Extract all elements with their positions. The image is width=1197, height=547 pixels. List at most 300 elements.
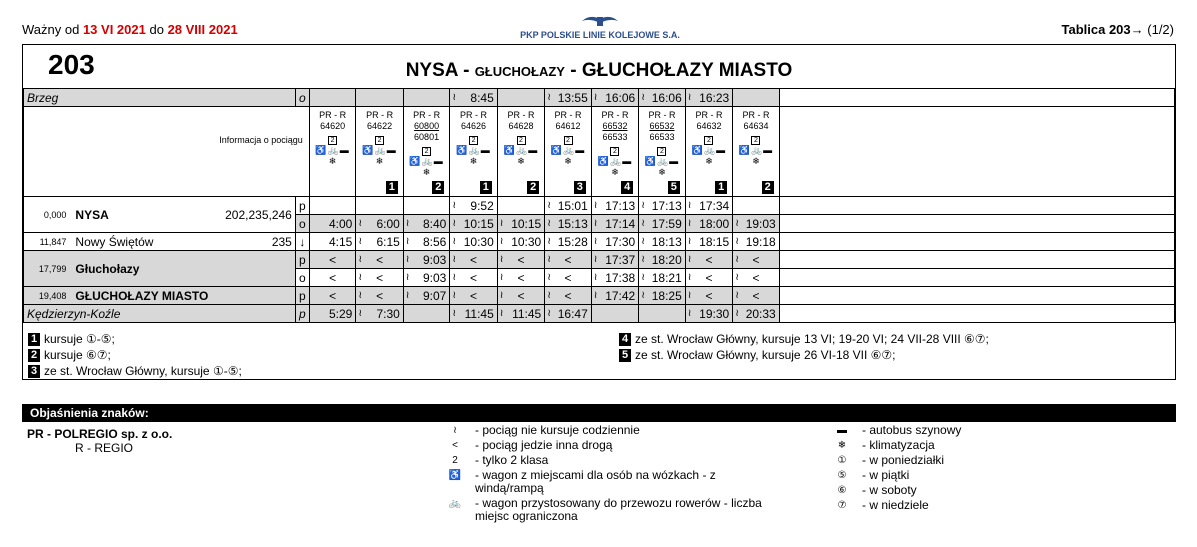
not-daily-icon: ≀: [547, 290, 551, 301]
time-value: 17:37: [605, 252, 636, 267]
station-time: [545, 233, 592, 251]
operator-info: [27, 427, 172, 455]
brzeg-time: [685, 89, 732, 107]
time-value: <: [752, 252, 760, 267]
not-daily-icon: ≀: [405, 218, 410, 229]
brand-logo: [520, 14, 680, 40]
station-time: [497, 215, 544, 233]
train-number: 60800: [414, 121, 440, 131]
timetable: [23, 88, 1175, 323]
facility-icons: ♿🚲▬: [362, 145, 397, 155]
train-category: PR - R: [601, 110, 629, 120]
footnotes-right: [619, 331, 989, 363]
not-daily-icon: ≀: [405, 236, 410, 247]
brzeg-time: [356, 89, 403, 107]
not-daily-icon: ≀: [405, 272, 410, 283]
train-category: PR - R: [648, 110, 676, 120]
station-time: [309, 233, 356, 251]
time-value: <: [517, 252, 525, 267]
filler-cell: [779, 305, 1174, 323]
arr-dep-marker: o: [295, 269, 309, 287]
footnote: [619, 347, 989, 363]
brzeg-time: [309, 89, 356, 107]
time-value: 17:13: [651, 198, 682, 213]
time-value: 6:15: [376, 234, 400, 249]
time-value: 10:30: [511, 234, 542, 249]
arr-dep-marker: p: [295, 197, 309, 215]
time-value: 19:03: [745, 216, 776, 231]
legend-item: [822, 484, 1062, 497]
legend-symbol-icon: <: [452, 440, 458, 451]
not-daily-icon: ≀: [735, 290, 739, 301]
brzeg-time: [403, 89, 450, 107]
not-daily-icon: ≀: [547, 218, 551, 229]
station-time: [497, 233, 544, 251]
time-value: <: [705, 252, 713, 267]
train-info: [359, 107, 399, 195]
footnote-text: ze st. Wrocław Główny, kursuje 13 VI; 19-20 VI; 24 VII-28 VIII ⑥⑦;: [635, 332, 989, 346]
legend-item: [822, 499, 1062, 512]
time-value: 16:23: [699, 90, 730, 105]
station-name: NYSA: [72, 197, 211, 233]
station-time: [733, 287, 780, 305]
station-time: [450, 287, 497, 305]
time-value: <: [376, 270, 384, 285]
time-value: 17:59: [651, 216, 682, 231]
station-time: [545, 269, 592, 287]
time-value: 17:14: [605, 216, 636, 231]
timetable-frame: [22, 44, 1176, 380]
not-daily-icon: ≀: [547, 272, 551, 283]
arr-dep-marker: p: [295, 251, 309, 269]
station-time: [450, 233, 497, 251]
time-value: <: [752, 270, 760, 285]
station-time: [685, 215, 732, 233]
legend-symbol-icon: ⑤: [837, 470, 847, 481]
not-daily-icon: ≀: [547, 254, 551, 265]
station-time: [356, 287, 403, 305]
time-value: <: [705, 270, 713, 285]
time-value: 4:00: [328, 216, 353, 231]
time-value: 15:13: [557, 216, 588, 231]
filler-cell: [779, 197, 1174, 215]
train-info: [501, 107, 541, 195]
time-value: <: [517, 288, 525, 303]
air-conditioning-icon: ❄: [469, 156, 478, 166]
train-category: PR - R: [507, 110, 535, 120]
legend-text: - tylko 2 klasa: [475, 453, 549, 467]
time-value: 19:30: [699, 306, 730, 321]
train-info: [642, 107, 682, 195]
second-class-icon: 2: [375, 136, 384, 145]
legend-text: - w poniedziałki: [862, 453, 945, 467]
legend-item: [435, 497, 775, 523]
kedzierzyn-time: [309, 305, 356, 323]
filler-cell: [779, 251, 1174, 269]
footnote-marker: 2: [527, 181, 539, 194]
station-time: [450, 215, 497, 233]
train-info-cell: [309, 107, 356, 197]
not-daily-icon: ≀: [358, 236, 363, 247]
table-row: [24, 233, 1175, 251]
legend-symbol-icon: ▬: [837, 425, 847, 436]
station-km: 0,000: [24, 197, 73, 233]
station-time: [685, 269, 732, 287]
station-time: [591, 251, 638, 269]
legend-symbol-icon: ⑥: [837, 485, 847, 496]
train-category: PR - R: [695, 110, 723, 120]
train-info-label: Informacja o pociągu: [24, 107, 310, 197]
not-daily-icon: ≀: [593, 236, 598, 247]
legend-text: - pociąg nie kursuje codziennie: [475, 423, 640, 437]
second-class-icon: 2: [704, 136, 713, 145]
time-value: 18:25: [651, 288, 682, 303]
footnote-marker: 2: [762, 181, 774, 194]
not-daily-icon: ≀: [499, 254, 504, 265]
brzeg-time: [450, 89, 497, 107]
legend-item: [435, 454, 775, 467]
air-conditioning-icon: ❄: [611, 167, 619, 177]
time-value: 9:03: [422, 252, 447, 267]
time-value: 18:15: [699, 234, 730, 249]
legend-item: [822, 469, 1062, 482]
train-number: 64612: [555, 121, 581, 131]
station-time: [639, 215, 686, 233]
route-separator: -: [463, 60, 470, 81]
station-lines: [211, 251, 295, 287]
facility-icons: ♿🚲▬: [456, 145, 491, 155]
air-conditioning-icon: ❄: [375, 156, 384, 166]
not-daily-icon: ≀: [452, 236, 457, 247]
not-daily-icon: ≀: [687, 92, 692, 103]
not-daily-icon: ≀: [641, 236, 645, 247]
station-time: [685, 233, 732, 251]
not-daily-icon: ≀: [499, 308, 504, 319]
validity-mid: do: [149, 22, 164, 37]
facility-icons: ♿🚲▬: [691, 145, 727, 155]
time-value: 17:13: [605, 198, 636, 213]
train-info-cell: [685, 107, 732, 197]
legend-text: - autobus szynowy: [862, 423, 962, 437]
not-daily-icon: ≀: [499, 272, 504, 283]
footnote: [28, 331, 242, 347]
arr-dep-marker: o: [295, 89, 309, 107]
not-daily-icon: ≀: [452, 272, 457, 283]
train-number: 64632: [696, 121, 722, 131]
station-time: [639, 233, 686, 251]
page-indicator: (1/2): [1147, 22, 1174, 37]
legend-text: - w niedziele: [862, 498, 929, 512]
not-daily-icon: ≀: [687, 290, 692, 301]
time-value: 8:40: [422, 216, 447, 231]
second-class-icon: 2: [564, 136, 573, 145]
station-time: [591, 215, 638, 233]
not-daily-icon: ≀: [735, 218, 739, 229]
footnote-marker: 1: [386, 181, 398, 194]
footnotes-left: [28, 331, 242, 379]
not-daily-icon: ≀: [687, 254, 692, 265]
not-daily-icon: ≀: [687, 308, 692, 319]
train-info: [313, 107, 353, 195]
train-info-cell: [356, 107, 403, 197]
footnote-number: 5: [619, 349, 631, 362]
time-value: 13:55: [557, 90, 588, 105]
brzeg-time: [497, 89, 544, 107]
time-value: 16:06: [651, 90, 682, 105]
not-daily-icon: ≀: [547, 92, 551, 103]
train-category: PR - R: [742, 110, 770, 120]
station-time: [733, 233, 780, 251]
footnote-marker: 4: [621, 181, 633, 194]
time-value: <: [564, 270, 572, 285]
not-daily-icon: ≀: [641, 92, 645, 103]
not-daily-icon: ≀: [452, 290, 457, 301]
facility-icons: ♿🚲▬: [644, 156, 680, 166]
footnote: [28, 347, 242, 363]
not-daily-icon: ≀: [735, 254, 739, 265]
not-daily-icon: ≀: [735, 272, 739, 283]
station-name: Głuchołazy: [72, 251, 211, 287]
train-category: PR - R: [554, 110, 582, 120]
station-time: [591, 269, 638, 287]
not-daily-icon: ≀: [452, 200, 457, 211]
not-daily-icon: ≀: [593, 200, 598, 211]
station-name: Kędzierzyn-Koźle: [24, 305, 296, 323]
facility-icons: ♿🚲▬: [409, 156, 444, 166]
station-time: [639, 197, 686, 215]
not-daily-icon: ≀: [735, 236, 739, 247]
legend-symbols-mid: [435, 424, 775, 525]
legend-symbols-right: [822, 424, 1062, 514]
arrow-right-icon: →: [1130, 22, 1144, 37]
brzeg-time: [545, 89, 592, 107]
footnote-text: ze st. Wrocław Główny, kursuje ①-⑤;: [44, 364, 242, 378]
not-daily-icon: ≀: [687, 236, 692, 247]
legend-item: [435, 424, 775, 437]
legend-text: - pociąg jedzie inna drogą: [475, 438, 613, 452]
not-daily-icon: ≀: [358, 308, 363, 319]
station-time: [403, 233, 450, 251]
legend-text: - w piątki: [862, 468, 910, 482]
kedzierzyn-time: [356, 305, 403, 323]
train-info: [689, 107, 729, 195]
facility-icons: ♿🚲▬: [738, 145, 774, 155]
station-time: [733, 197, 780, 215]
operator-name: PR - POLREGIO sp. z o.o.: [27, 427, 173, 441]
valid-to-date: 28 VIII 2021: [167, 22, 238, 37]
filler-cell: [779, 89, 1174, 107]
time-value: 18:20: [651, 252, 682, 267]
train-number: 64628: [508, 121, 534, 131]
station-time: [450, 269, 497, 287]
station-lines: [211, 287, 295, 305]
kedzierzyn-time: [497, 305, 544, 323]
legend-text: - wagon z miejscami dla osób na wózkach - z windą/rampą: [475, 468, 716, 495]
train-number: 64622: [367, 121, 393, 131]
station-time: [309, 269, 356, 287]
station-time: [545, 287, 592, 305]
footnote-text: ze st. Wrocław Główny, kursuje 26 VI-18 VII ⑥⑦;: [635, 348, 896, 362]
not-daily-icon: ≀: [593, 290, 598, 301]
legend-item: [822, 454, 1062, 467]
legend-item: [435, 469, 775, 495]
train-info-cell: [545, 107, 592, 197]
footnote-marker: 1: [480, 181, 492, 194]
kedzierzyn-time: [591, 305, 638, 323]
second-class-icon: 2: [517, 136, 526, 145]
route-station-c: GŁUCHOŁAZY MIASTO: [581, 60, 793, 81]
time-value: 11:45: [512, 306, 542, 321]
facility-icons: ♿🚲▬: [597, 156, 633, 166]
station-time: [639, 269, 686, 287]
footnote-text: kursuje ⑥⑦;: [44, 348, 111, 362]
air-conditioning-icon: ❄: [658, 167, 666, 177]
station-km: 11,847: [24, 233, 73, 251]
time-value: 8:45: [470, 90, 494, 105]
train-info-cell: [639, 107, 686, 197]
time-value: <: [329, 270, 337, 285]
not-daily-icon: ≀: [547, 308, 551, 319]
filler-cell: [779, 233, 1174, 251]
footnote-marker: 5: [668, 181, 680, 194]
footnote-number: 1: [28, 333, 40, 346]
filler-cell: [779, 269, 1174, 287]
time-value: <: [564, 252, 572, 267]
not-daily-icon: ≀: [358, 290, 363, 301]
air-conditioning-icon: ❄: [422, 167, 431, 177]
time-value: 9:07: [422, 288, 447, 303]
time-value: <: [329, 252, 337, 267]
footnote-marker: 3: [574, 181, 586, 194]
train-category: PR - R: [460, 110, 488, 120]
time-value: 15:28: [557, 234, 588, 249]
table-row: [24, 251, 1175, 269]
legend-symbol-icon: 🚲: [448, 498, 462, 509]
station-time: [403, 197, 450, 215]
station-time: [403, 215, 450, 233]
time-value: 5:29: [328, 306, 353, 321]
train-info-cell: [591, 107, 638, 197]
air-conditioning-icon: ❄: [564, 156, 572, 166]
table-row: [24, 305, 1175, 323]
not-daily-icon: ≀: [452, 92, 457, 103]
footnote-number: 4: [619, 333, 631, 346]
footnote-marker: 2: [432, 181, 444, 194]
time-value: 6:00: [376, 216, 400, 231]
route-separator: -: [570, 60, 577, 81]
train-number: 64634: [743, 121, 769, 131]
footnote: [619, 331, 989, 347]
air-conditioning-icon: ❄: [705, 156, 713, 166]
time-value: 16:06: [605, 90, 636, 105]
not-daily-icon: ≀: [358, 272, 363, 283]
train-category: R - REGIO: [75, 441, 134, 455]
train-info-cell: [733, 107, 780, 197]
station-time: [591, 287, 638, 305]
legend-symbol-icon: 2: [452, 455, 458, 466]
kedzierzyn-time: [450, 305, 497, 323]
not-daily-icon: ≀: [593, 272, 598, 283]
second-class-icon: 2: [751, 136, 760, 145]
station-time: [545, 251, 592, 269]
train-info: [736, 107, 776, 195]
not-daily-icon: ≀: [641, 290, 645, 301]
line-number: 203: [48, 49, 95, 80]
time-value: 7:30: [376, 306, 400, 321]
train-info: [548, 107, 588, 195]
station-time: [403, 251, 450, 269]
station-time: [356, 197, 403, 215]
station-time: [309, 215, 356, 233]
not-daily-icon: ≀: [687, 272, 692, 283]
legend-symbol-icon: ①: [837, 455, 847, 466]
train-info-cell: [450, 107, 497, 197]
train-info: [595, 107, 635, 195]
train-info-cell: [403, 107, 450, 197]
air-conditioning-icon: ❄: [328, 156, 337, 166]
train-info-row: [24, 107, 1175, 197]
air-conditioning-icon: ❄: [517, 156, 525, 166]
station-time: [403, 287, 450, 305]
footnote-marker: 1: [715, 181, 727, 194]
time-value: <: [376, 288, 384, 303]
legend-title: Objaśnienia znaków:: [22, 404, 1176, 422]
arr-dep-marker: p: [295, 287, 309, 305]
train-info: [407, 107, 447, 195]
station-time: [733, 215, 780, 233]
station-lines: 202,235,246: [211, 197, 295, 233]
table-row: [24, 89, 1175, 107]
time-value: 17:42: [605, 288, 636, 303]
legend-item: [822, 424, 1062, 437]
station-time: [450, 251, 497, 269]
not-daily-icon: ≀: [641, 218, 645, 229]
train-number: 64620: [320, 121, 346, 131]
footnote-number: 3: [28, 365, 40, 378]
station-time: [639, 251, 686, 269]
kedzierzyn-time: [639, 305, 686, 323]
time-value: <: [705, 288, 713, 303]
brzeg-time: [733, 89, 780, 107]
filler-cell: [779, 287, 1174, 305]
legend-symbol-icon: ♿: [448, 470, 462, 481]
not-daily-icon: ≀: [593, 218, 598, 229]
station-name: GŁUCHOŁAZY MIASTO: [72, 287, 211, 305]
not-daily-icon: ≀: [687, 200, 692, 211]
time-value: 15:01: [557, 198, 588, 213]
time-value: 10:15: [511, 216, 542, 231]
station-time: [356, 269, 403, 287]
station-time: [403, 269, 450, 287]
station-km: 19,408: [24, 287, 73, 305]
station-time: [309, 251, 356, 269]
station-time: [309, 287, 356, 305]
not-daily-icon: ≀: [641, 254, 645, 265]
not-daily-icon: ≀: [499, 236, 504, 247]
station-time: [497, 251, 544, 269]
second-class-icon: 2: [422, 147, 431, 156]
legend-text: - w soboty: [862, 483, 917, 497]
pkp-logo-icon: [580, 14, 620, 28]
arr-dep-marker: o: [295, 215, 309, 233]
not-daily-icon: ≀: [358, 254, 363, 265]
filler-cell: [779, 107, 1174, 197]
station-time: [591, 233, 638, 251]
train-number: 64626: [461, 121, 487, 131]
time-value: 9:03: [422, 270, 447, 285]
not-daily-icon: ≀: [547, 236, 551, 247]
second-class-icon: 2: [469, 136, 478, 145]
